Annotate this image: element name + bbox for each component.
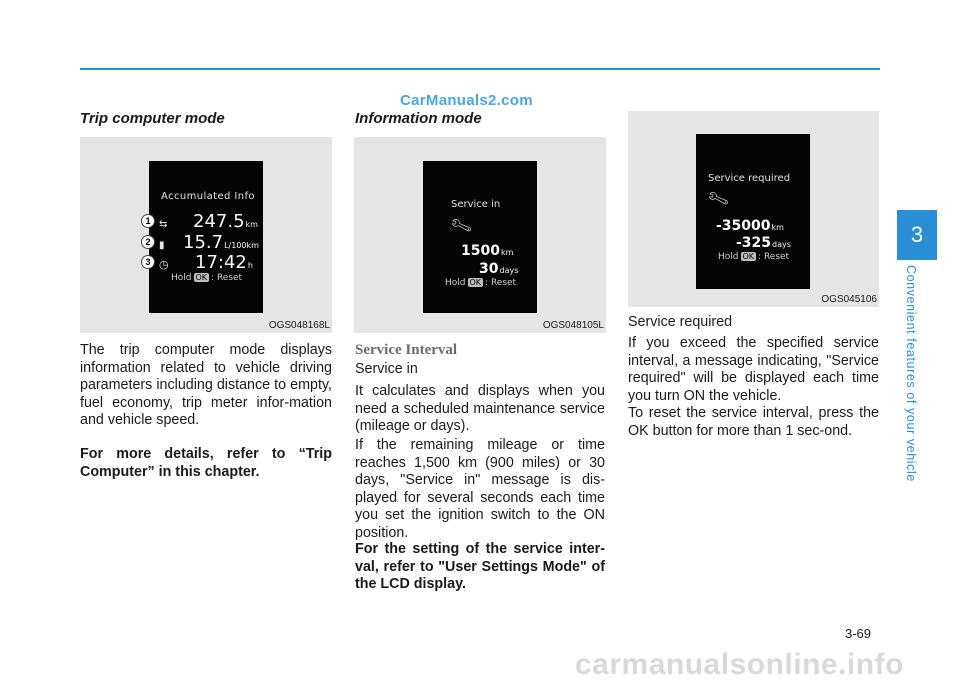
service-in-label: Service in (355, 361, 418, 377)
reset-text: : Reset (211, 273, 243, 283)
time-value: 17:42 (195, 252, 247, 273)
service-distance-unit: km (500, 248, 514, 257)
service-days-value: 30 (479, 261, 499, 277)
service-reset-instructions: To reset the service interval, press the OK button for more than 1 sec-ond. (628, 405, 879, 439)
distance-unit: km (245, 220, 258, 229)
chapter-title: Convenient features of your vehicle (904, 265, 918, 482)
top-rule (80, 68, 880, 70)
ok-button-icon: OK (195, 273, 208, 282)
figure-code: OGS048168L (268, 320, 330, 331)
marker-3: 3 (141, 255, 155, 269)
figure-code: OGS048105L (542, 320, 604, 331)
overdue-distance-row (716, 218, 784, 234)
overdue-days-row (736, 235, 791, 251)
overdue-distance-unit: km (771, 223, 784, 232)
service-distance-row (461, 243, 513, 259)
service-setting-reference: For the setting of the service inter-val, refer to "User Settings Mode" of the LCD display. (355, 541, 605, 592)
fuel-economy-value: 15.7 (183, 232, 224, 253)
service-required-screen (696, 134, 810, 289)
reset-text: : Reset (485, 278, 517, 288)
hold-text: Hold (445, 278, 466, 288)
distance-value: 247.5 (193, 211, 245, 232)
hold-reset-hint (171, 273, 242, 283)
trip-computer-figure (80, 137, 332, 333)
service-required-label: Service required (628, 314, 733, 330)
information-mode-heading: Information mode (355, 110, 482, 127)
trip-computer-screen (149, 161, 263, 313)
trip-computer-description: The trip computer mode displays information related to vehicle driving parameters including distance to empty, fuel economy, trip meter infor-mation and vehicle speed. (80, 342, 332, 428)
service-required-description: If you exceed the specified service interval, a message indicating, "Service required" will be displayed each time you turn ON the vehicle. (628, 335, 879, 404)
distance-row (159, 211, 258, 232)
hold-text: Hold (718, 252, 739, 262)
trip-computer-reference: For more details, refer to “Trip Computer” in this chapter. (80, 446, 332, 480)
fuel-economy-row (159, 232, 259, 253)
overdue-days-unit: days (772, 240, 791, 249)
time-row (159, 252, 253, 273)
watermark-top[interactable]: CarManuals2.com (400, 92, 533, 109)
service-in-figure (354, 137, 606, 333)
overdue-distance-value: -35000 (716, 218, 771, 234)
ok-button-icon: OK (469, 278, 482, 287)
screen-title: Service in (451, 199, 501, 210)
service-interval-heading: Service Interval (355, 342, 458, 358)
fuel-economy-unit: L/100km (224, 241, 259, 250)
trip-computer-heading: Trip computer mode (80, 110, 225, 127)
service-in-screen (423, 161, 537, 313)
service-in-condition: If the remaining mileage or time reaches 1,500 km (900 miles) or 30 days, "Service in" message is dis-played for several seconds each time you set the ignition switch to the ON position. (355, 437, 605, 541)
ok-button-icon: OK (742, 252, 755, 261)
wrench-icon: 🔧︎ (448, 213, 474, 238)
fuel-pump-icon: ▮ (159, 240, 165, 251)
page-number: 3-69 (845, 626, 872, 641)
hold-reset-hint (445, 278, 516, 288)
clock-icon: ◷ (159, 258, 169, 271)
hold-reset-hint (718, 252, 789, 262)
reset-text: : Reset (758, 252, 790, 262)
service-distance-value: 1500 (461, 243, 500, 259)
service-in-description: It calculates and displays when you need a scheduled maintenance service (mileage or days). (355, 383, 605, 434)
overdue-days-value: -325 (736, 235, 772, 251)
screen-title: Service required (708, 173, 791, 184)
wrench-icon: 🔧︎ (705, 186, 731, 211)
chapter-tab[interactable]: 3 (897, 210, 937, 260)
hold-text: Hold (171, 273, 192, 283)
figure-code: OGS045106 (821, 294, 877, 305)
service-required-figure (628, 111, 879, 307)
marker-1: 1 (141, 214, 155, 228)
watermark-bottom[interactable]: carmanualsonline.info (575, 648, 904, 681)
marker-2: 2 (141, 235, 155, 249)
road-icon: ⇆ (159, 219, 168, 230)
service-days-row (479, 261, 518, 277)
service-days-unit: days (499, 266, 519, 275)
screen-title: Accumulated Info (161, 191, 255, 202)
time-unit: h (247, 261, 253, 270)
